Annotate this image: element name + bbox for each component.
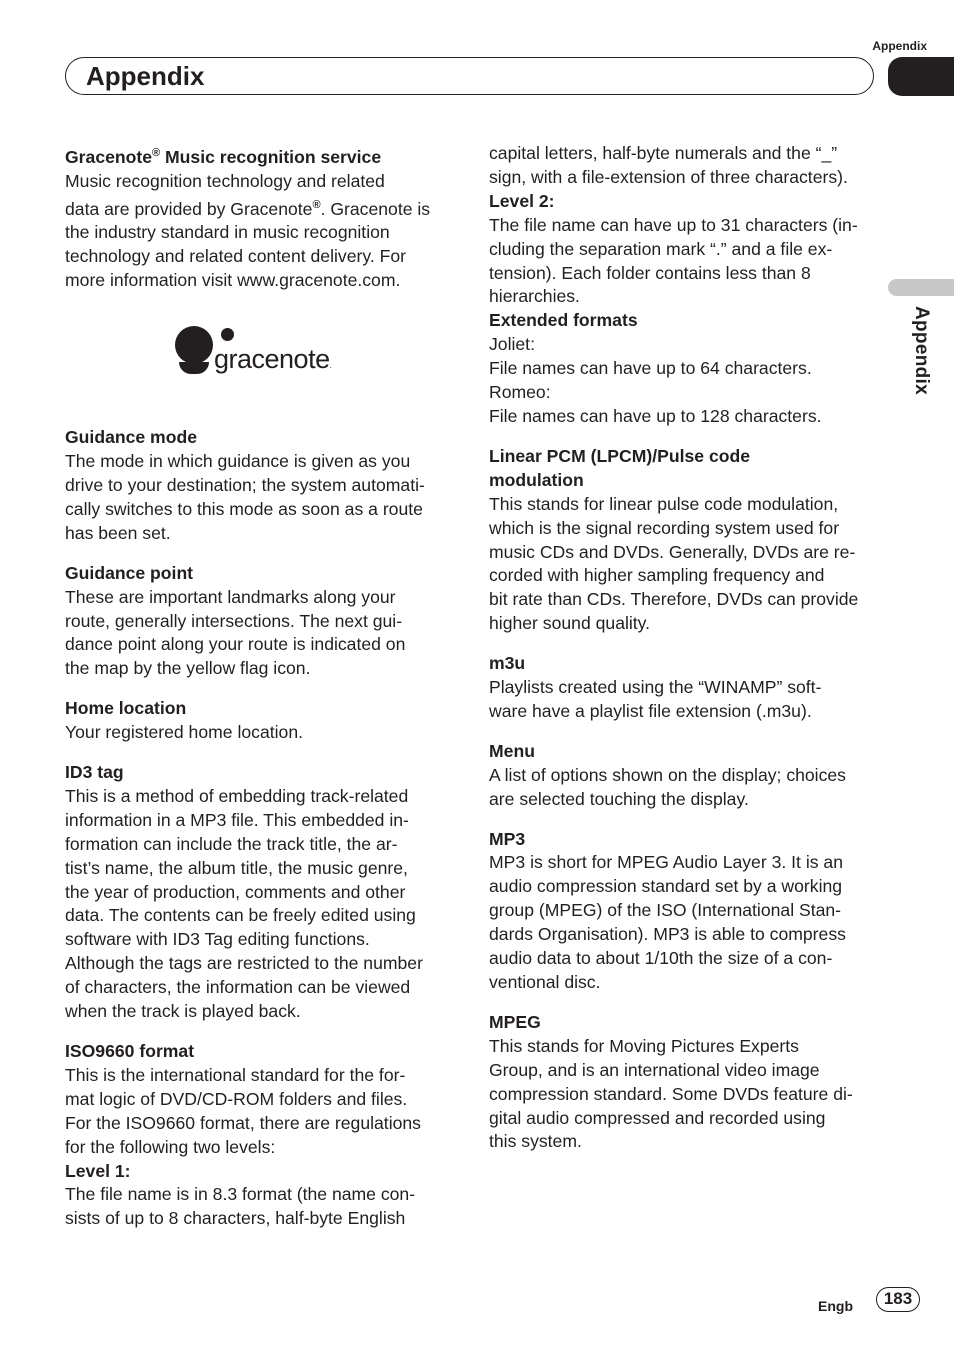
definition-line: formation can include the track title, the ar- (65, 833, 398, 854)
definition-line: This is a method of embedding track-related (65, 785, 409, 806)
definition-line: The file name is in 8.3 format (the name con- (65, 1184, 416, 1205)
definition-line: data. The contents can be freely edited using (65, 905, 416, 926)
side-tab-label: Appendix (911, 306, 932, 395)
definition-line: which is the signal recording system used for (489, 517, 840, 538)
logo-wordmark-dot: . (329, 361, 332, 371)
definition-line: The file name can have up to 31 characters (in- (489, 214, 858, 235)
definition-line: This is the international standard for the for- (65, 1064, 406, 1085)
definition-line: Music recognition technology and related (65, 170, 385, 191)
definition-line: Joliet: (489, 334, 535, 355)
term-menu: Menu (489, 740, 535, 761)
term-id3-tag: ID3 tag (65, 762, 124, 783)
definition-line: corded with higher sampling frequency and (489, 565, 825, 586)
term-guidance-mode: Guidance mode (65, 427, 197, 448)
subterm-level-1: Level 1: (65, 1160, 131, 1181)
definition-line: technology and related content delivery. For (65, 246, 406, 267)
page-number: 183 (876, 1287, 920, 1312)
term-guidance-point: Guidance point (65, 562, 194, 583)
term-home-location: Home location (65, 698, 187, 719)
definition-line: dance point along your route is indicated on (65, 634, 406, 655)
subterm-level-2: Level 2: (489, 190, 555, 211)
definition-line: more information visit www.gracenote.com. (65, 270, 401, 291)
definition-line: drive to your destination; the system automati- (65, 474, 425, 495)
page-title: Appendix (86, 61, 205, 91)
definition-line: For the ISO9660 format, there are regulations (65, 1112, 421, 1133)
running-head: Appendix (872, 39, 927, 53)
registered-mark: ® (152, 147, 161, 159)
definition-line: are selected touching the display. (489, 788, 749, 809)
right-column (489, 142, 879, 1154)
definition-line: audio compression standard set by a working (489, 876, 843, 897)
definition-line: for the following two levels: (65, 1136, 276, 1157)
gracenote-logo (65, 323, 455, 393)
definition-line: cluding the separation mark “.” and a file ex- (489, 238, 833, 259)
definition-line: sign, with a file-extension of three characters). (489, 166, 848, 187)
definition-fragment: data are provided by Gracenote (65, 198, 313, 219)
definition-line: the map by the yellow flag icon. (65, 658, 311, 679)
definition-line: group (MPEG) of the ISO (International Stan- (489, 900, 842, 921)
definition-line: audio data to about 1/10th the size of a con- (489, 948, 833, 969)
logo-wordmark-text: gracenote (214, 344, 330, 375)
definition-line: compression standard. Some DVDs feature di- (489, 1083, 853, 1104)
definition-line: information in a MP3 file. This embedded in- (65, 809, 409, 830)
definition-line: this system. (489, 1131, 582, 1152)
definition-line: MP3 is short for MPEG Audio Layer 3. It is an (489, 852, 843, 873)
definition-line: These are important landmarks along your (65, 586, 396, 607)
definition-line: higher sound quality. (489, 613, 651, 634)
term-linear-pcm: Linear PCM (LPCM)/Pulse code (489, 445, 751, 466)
term-gracenote-name: Gracenote (65, 146, 153, 167)
definition-line: gital audio compressed and recorded using (489, 1107, 826, 1128)
definition-line: Playlists created using the “WINAMP” soft- (489, 677, 822, 698)
definition-line: cally switches to this mode as soon as a route (65, 498, 423, 519)
left-column (65, 142, 455, 1231)
definition-line: tension). Each folder contains less than 8 (489, 262, 811, 283)
definition-line: capital letters, half-byte numerals and the “_” (489, 143, 838, 163)
term-m3u: m3u (489, 653, 526, 674)
definition-line: This stands for Moving Pictures Experts (489, 1035, 799, 1056)
definition-line: route, generally intersections. The next gui- (65, 610, 403, 631)
definition-line: The mode in which guidance is given as you (65, 451, 411, 472)
definition-line: ware have a playlist file extension (.m3u). (489, 700, 812, 721)
logo-dot-icon (221, 328, 234, 341)
definition-line: has been set. (65, 522, 171, 543)
definition-line: dards Organisation). MP3 is able to compress (489, 924, 846, 945)
definition-line: File names can have up to 64 characters. (489, 358, 812, 379)
definition-line: Romeo: (489, 382, 551, 403)
definition-line: hierarchies. (489, 286, 580, 307)
logo-neck-icon (179, 362, 209, 374)
definition-line: Group, and is an international video image (489, 1059, 820, 1080)
definition-line: software with ID3 Tag editing functions. (65, 929, 370, 950)
definition-line: sists of up to 8 characters, half-byte English (65, 1208, 406, 1229)
term-gracenote-rest: Music recognition service (160, 146, 382, 167)
definition-line: File names can have up to 128 characters. (489, 405, 822, 426)
definition-line (65, 194, 455, 222)
side-tab-marker (888, 279, 954, 296)
definition-line: ventional disc. (489, 972, 601, 992)
definition-line: the year of production, comments and other (65, 881, 406, 902)
subterm-extended-formats: Extended formats (489, 310, 638, 331)
term-mpeg: MPEG (489, 1011, 541, 1032)
definition-fragment: . Gracenote is (320, 198, 431, 219)
registered-mark: ® (312, 198, 321, 211)
definition-line: Your registered home location. (65, 722, 303, 743)
term-linear-pcm-cont: modulation (489, 469, 584, 490)
definition-line: when the track is played back. (65, 1001, 301, 1022)
definition-line: music CDs and DVDs. Generally, DVDs are re- (489, 541, 856, 562)
definition-line: bit rate than CDs. Therefore, DVDs can provide (489, 589, 859, 610)
logo-head-icon (175, 326, 213, 364)
term-iso9660: ISO9660 format (65, 1041, 195, 1061)
definition-line: mat logic of DVD/CD-ROM folders and files. (65, 1088, 408, 1109)
section-title-box (65, 57, 874, 95)
definition-line: of characters, the information can be viewed (65, 977, 411, 998)
term-mp3: MP3 (489, 828, 526, 849)
logo-wordmark (214, 343, 331, 382)
section-tab-marker (888, 57, 954, 96)
definition-line: tist’s name, the album title, the music genre, (65, 857, 408, 878)
definition-line: A list of options shown on the display; choices (489, 764, 846, 785)
term-gracenote (65, 142, 455, 170)
definition-line: Although the tags are restricted to the number (65, 953, 423, 974)
definition-line: This stands for linear pulse code modulation, (489, 493, 839, 514)
language-code: Engb (818, 1298, 853, 1314)
definition-line: the industry standard in music recognition (65, 222, 390, 243)
